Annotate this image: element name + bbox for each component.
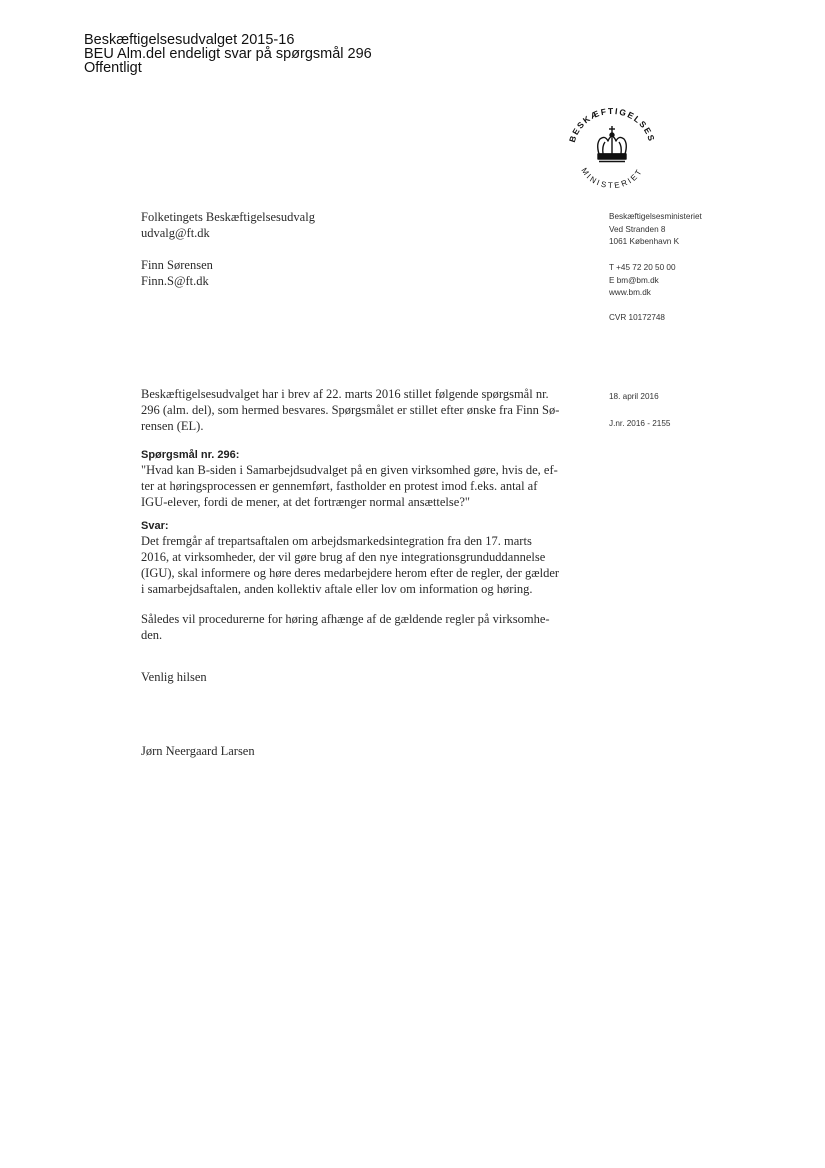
logo-arc-bottom: MINISTERIET: [579, 166, 645, 191]
answer-paragraph-2: [141, 611, 596, 643]
recipient-block: [141, 209, 315, 289]
sender-street: Ved Stranden 8: [609, 224, 666, 234]
answer-line: (IGU), skal informere og høre deres medarbejdere herom efter de regler, der gælder: [141, 566, 560, 580]
sender-cvr: CVR 10172748: [609, 313, 665, 322]
question-line: "Hvad kan B-siden i Samarbejdsudvalget på en given virksomhed gøre, hvis de, ef-: [141, 463, 558, 477]
answer-line: i samarbejdsaftalen, anden kollektiv aftale eller lov om information og høring.: [141, 582, 533, 596]
answer-heading: Svar:: [141, 520, 169, 532]
answer-line: Det fremgår af trepartsaftalen om arbejdsmarkedsintegration fra den 17. marts: [141, 534, 532, 548]
sender-org: Beskæftigelsesministeriet: [609, 212, 702, 221]
intro-line: rensen (EL).: [141, 419, 204, 433]
sender-city: 1061 København K: [609, 237, 680, 247]
answer-line: 2016, at virksomheder, der vil gøre brug af den nye integrationsgrunduddannelse: [141, 550, 546, 564]
crown-icon: [598, 126, 627, 162]
question-heading: Spørgsmål nr. 296:: [141, 449, 240, 461]
stamp-committee: Beskæftigelsesudvalget 2015-16: [84, 32, 295, 48]
stamp-title: BEU Alm.del endeligt svar på spørgsmål 296: [84, 46, 372, 62]
document-stamp: [84, 33, 372, 75]
question-line: ter at høringsprocessen er gennemført, fastholder en protest imod f.eks. antal af: [141, 479, 538, 493]
sender-web[interactable]: www.bm.dk: [609, 288, 651, 298]
journal-number: J.nr. 2016 - 2155: [609, 419, 671, 428]
intro-line: 296 (alm. del), som hermed besvares. Spørgsmålet er stillet efter ønske fra Finn Sø-: [141, 403, 560, 417]
answer-line: den.: [141, 628, 163, 642]
recipient-name: Folketingets Beskæftigelsesudvalg: [141, 210, 315, 224]
intro-paragraph: [141, 386, 596, 434]
sender-address: [609, 211, 702, 249]
answer-section: [141, 519, 596, 597]
stamp-status: Offentligt: [84, 60, 142, 76]
sender-contact: [609, 262, 676, 300]
sender-email[interactable]: E bm@bm.dk: [609, 275, 659, 285]
sender-phone: T +45 72 20 50 00: [609, 263, 676, 272]
contact-name: Finn Sørensen: [141, 258, 213, 272]
question-line: IGU-elever, fordi de mener, at det fortrænger normal ansættelse?": [141, 495, 470, 509]
contact-email[interactable]: Finn.S@ft.dk: [141, 274, 209, 288]
recipient-email[interactable]: udvalg@ft.dk: [141, 226, 210, 240]
closing-greeting: Venlig hilsen: [141, 670, 207, 684]
signature-name: Jørn Neergaard Larsen: [141, 744, 255, 758]
ministry-seal: [563, 102, 661, 192]
question-section: [141, 448, 596, 510]
letter-date: 18. april 2016: [609, 392, 659, 401]
answer-line: Således vil procedurerne for høring afhænge af de gældende regler på virksomhe-: [141, 612, 550, 626]
ministry-logo: [563, 102, 661, 192]
intro-line: Beskæftigelsesudvalget har i brev af 22. marts 2016 stillet følgende spørgsmål nr.: [141, 387, 549, 401]
logo-arc-top: BESKÆFTIGELSES: [566, 105, 658, 144]
